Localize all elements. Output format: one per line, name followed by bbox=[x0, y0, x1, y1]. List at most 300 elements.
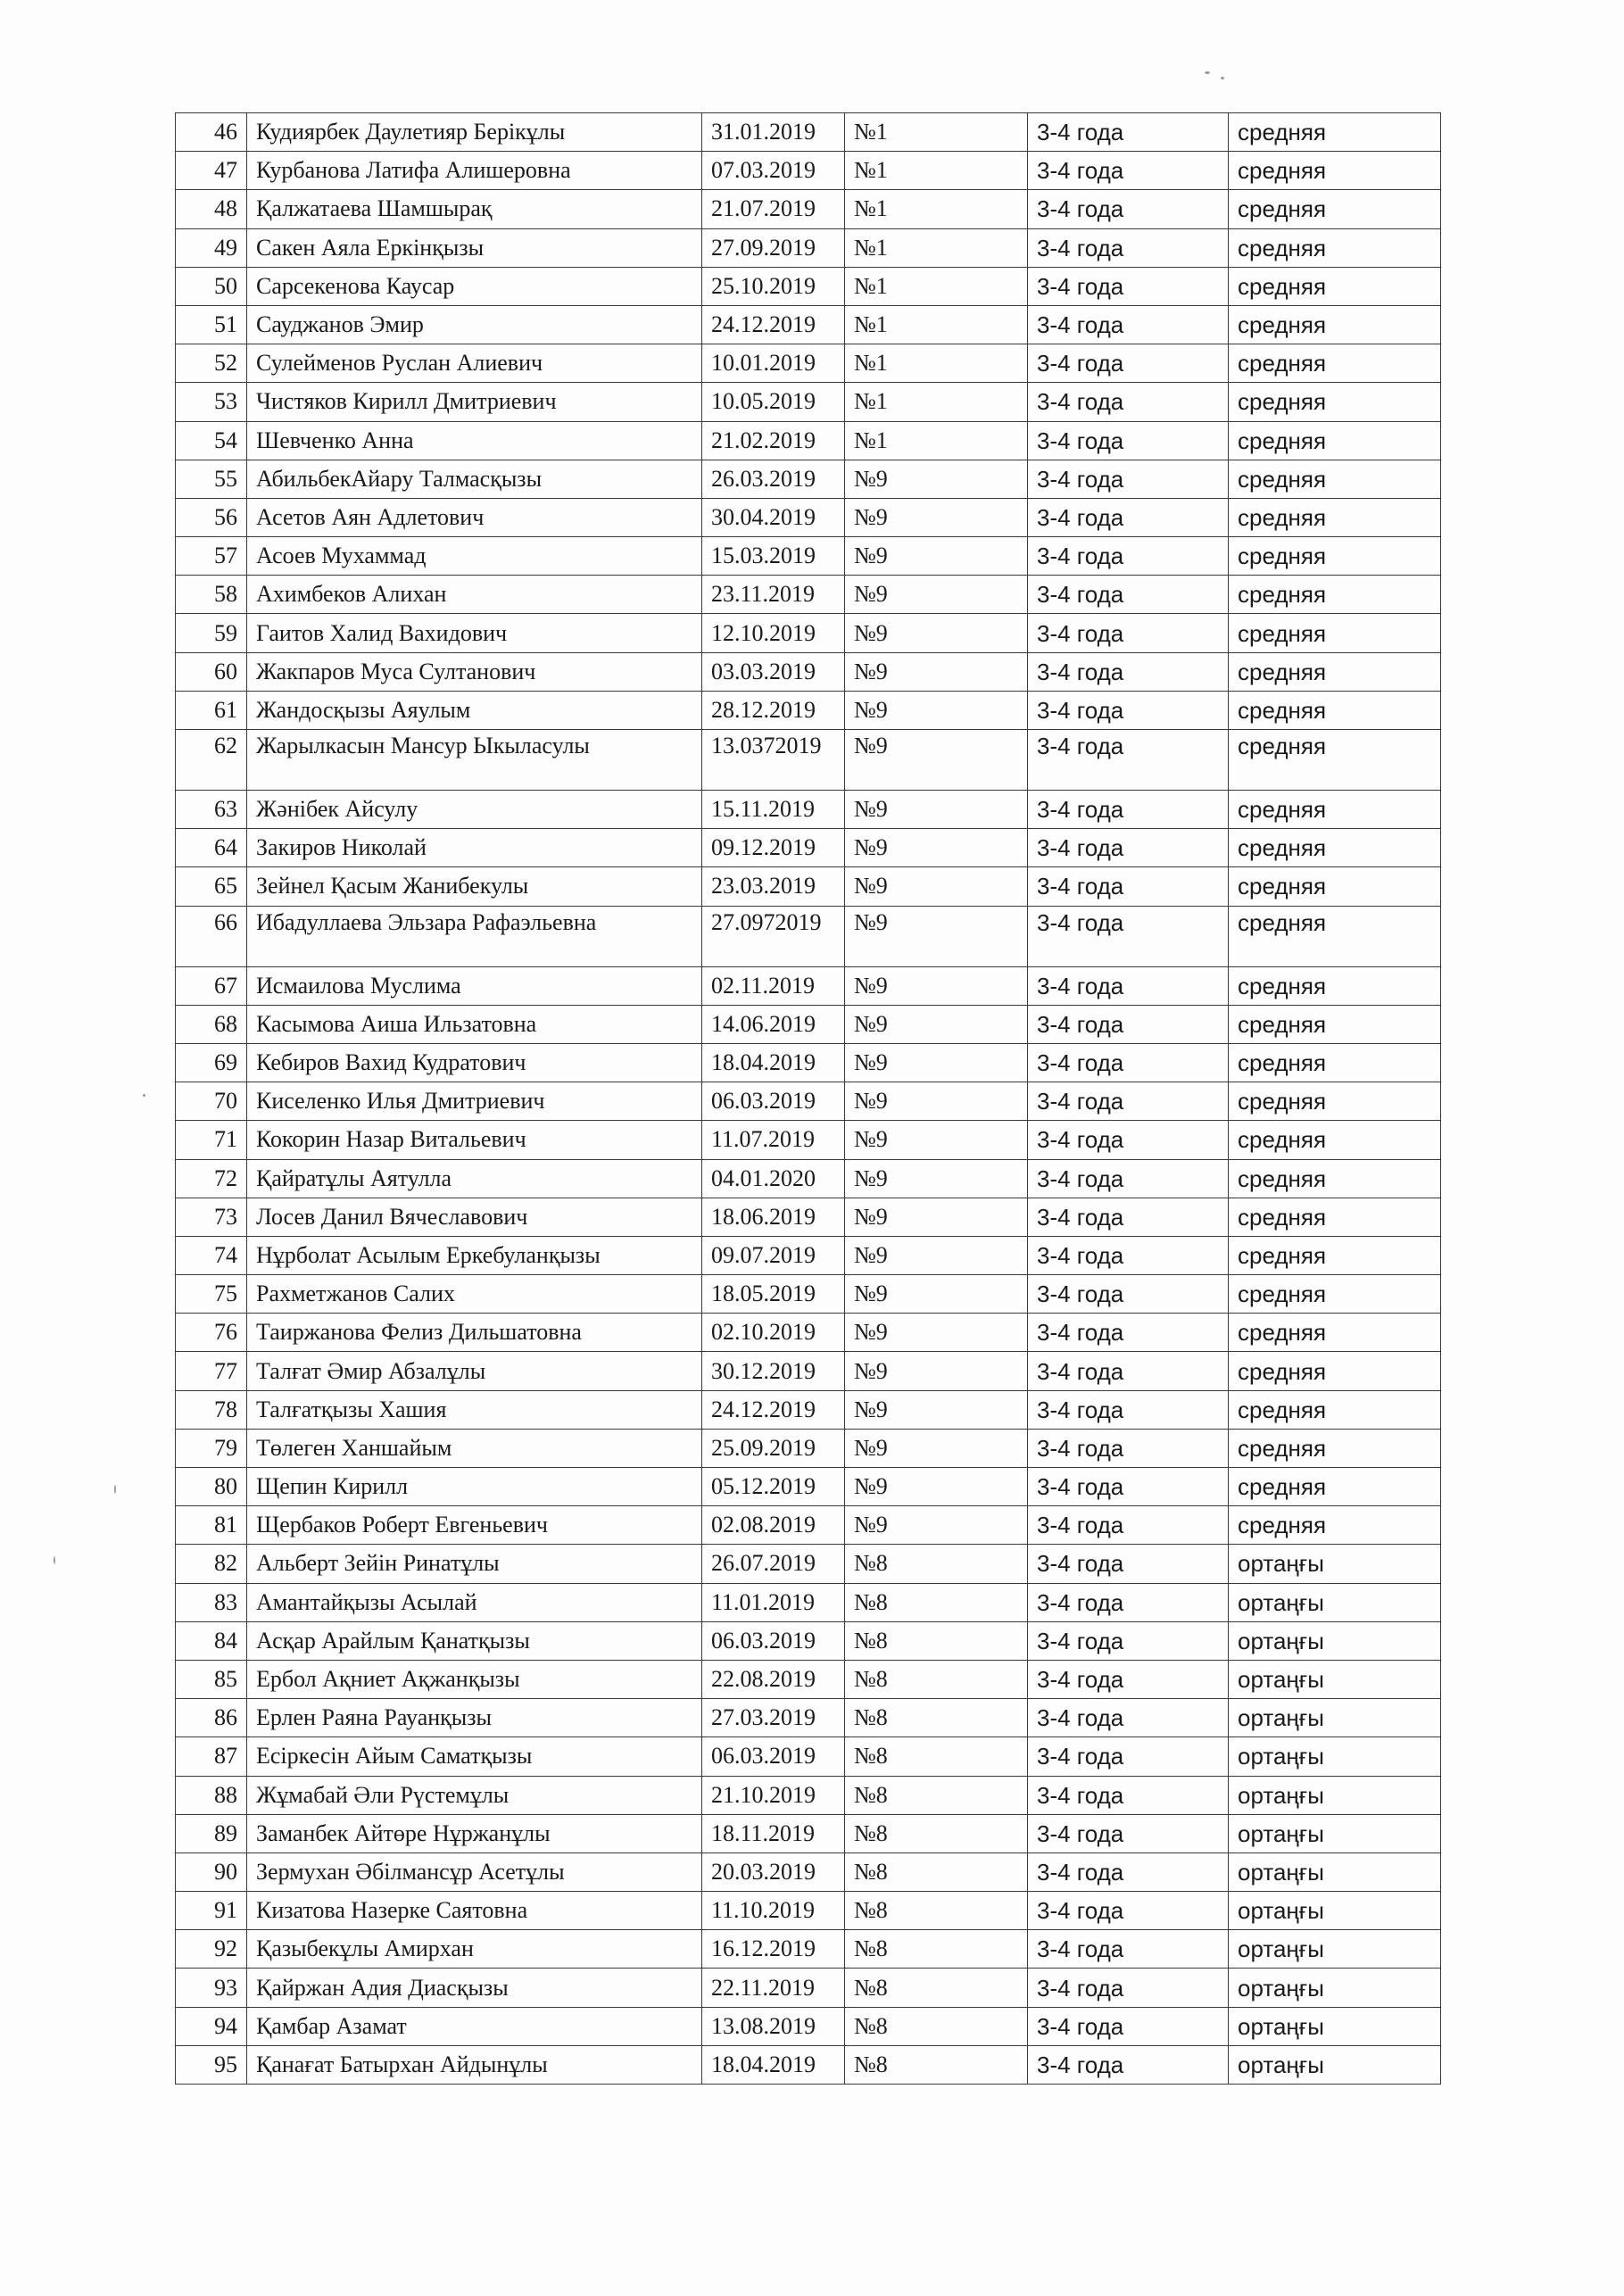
row-number-cell: 53 bbox=[176, 383, 247, 421]
table-row bbox=[176, 1236, 1441, 1274]
birth-date-cell: 09.12.2019 bbox=[702, 829, 845, 867]
birth-date-cell: 12.10.2019 bbox=[702, 614, 845, 652]
child-name-cell: Чистяков Кирилл Дмитриевич bbox=[247, 383, 702, 421]
scan-speck bbox=[54, 1556, 55, 1564]
table-row bbox=[176, 1892, 1441, 1930]
child-name-cell: Касымова Аиша Ильзатовна bbox=[247, 1005, 702, 1043]
group-level-cell: ортаңғы bbox=[1229, 2045, 1441, 2084]
table-row bbox=[176, 537, 1441, 576]
group-number-cell: №9 bbox=[845, 730, 1028, 791]
scan-speck bbox=[1205, 71, 1210, 74]
group-number-cell: №1 bbox=[845, 267, 1028, 305]
group-number-cell: №8 bbox=[845, 1969, 1028, 2007]
birth-date-cell: 11.07.2019 bbox=[702, 1121, 845, 1159]
group-level-cell: средняя bbox=[1229, 1275, 1441, 1314]
group-level-cell: средняя bbox=[1229, 498, 1441, 536]
table-row bbox=[176, 652, 1441, 691]
birth-date-cell: 13.0372019 bbox=[702, 730, 845, 791]
row-number-cell: 51 bbox=[176, 305, 247, 344]
birth-date-cell: 18.11.2019 bbox=[702, 1814, 845, 1853]
table-row bbox=[176, 906, 1441, 966]
group-number-cell: №9 bbox=[845, 652, 1028, 691]
table-row bbox=[176, 867, 1441, 906]
birth-date-cell: 05.12.2019 bbox=[702, 1468, 845, 1506]
group-number-cell: №9 bbox=[845, 614, 1028, 652]
table-row bbox=[176, 1969, 1441, 2007]
group-number-cell: №1 bbox=[845, 228, 1028, 267]
group-number-cell: №1 bbox=[845, 305, 1028, 344]
child-name-cell: Кудиярбек Даулетияр Берікұлы bbox=[247, 113, 702, 152]
row-number-cell: 46 bbox=[176, 113, 247, 152]
age-range-cell: 3-4 года bbox=[1028, 537, 1229, 576]
age-range-cell: 3-4 года bbox=[1028, 1198, 1229, 1236]
group-number-cell: №9 bbox=[845, 1198, 1028, 1236]
birth-date-cell: 30.12.2019 bbox=[702, 1352, 845, 1390]
birth-date-cell: 02.11.2019 bbox=[702, 966, 845, 1005]
row-number-cell: 58 bbox=[176, 576, 247, 614]
birth-date-cell: 03.03.2019 bbox=[702, 652, 845, 691]
group-number-cell: №8 bbox=[845, 1621, 1028, 1660]
group-number-cell: №9 bbox=[845, 691, 1028, 729]
group-number-cell: №9 bbox=[845, 1005, 1028, 1043]
row-number-cell: 56 bbox=[176, 498, 247, 536]
group-number-cell: №1 bbox=[845, 421, 1028, 460]
row-number-cell: 59 bbox=[176, 614, 247, 652]
age-range-cell: 3-4 года bbox=[1028, 267, 1229, 305]
group-level-cell: средняя bbox=[1229, 1429, 1441, 1467]
group-level-cell: средняя bbox=[1229, 1005, 1441, 1043]
group-level-cell: средняя bbox=[1229, 691, 1441, 729]
row-number-cell: 81 bbox=[176, 1506, 247, 1545]
group-number-cell: №9 bbox=[845, 1236, 1028, 1274]
group-level-cell: ортаңғы bbox=[1229, 1814, 1441, 1853]
group-level-cell: средняя bbox=[1229, 1082, 1441, 1121]
group-number-cell: №9 bbox=[845, 1159, 1028, 1198]
age-range-cell: 3-4 года bbox=[1028, 867, 1229, 906]
birth-date-cell: 15.03.2019 bbox=[702, 537, 845, 576]
table-row bbox=[176, 691, 1441, 729]
child-name-cell: Сакен Аяла Еркінқызы bbox=[247, 228, 702, 267]
group-level-cell: средняя bbox=[1229, 1236, 1441, 1274]
age-range-cell: 3-4 года bbox=[1028, 460, 1229, 498]
birth-date-cell: 21.07.2019 bbox=[702, 190, 845, 228]
age-range-cell: 3-4 года bbox=[1028, 691, 1229, 729]
child-name-cell: Жұмабай Әли Рүстемұлы bbox=[247, 1776, 702, 1814]
group-number-cell: №9 bbox=[845, 576, 1028, 614]
birth-date-cell: 18.04.2019 bbox=[702, 1043, 845, 1082]
group-number-cell: №9 bbox=[845, 460, 1028, 498]
group-number-cell: №1 bbox=[845, 152, 1028, 190]
group-level-cell: средняя bbox=[1229, 1468, 1441, 1506]
group-number-cell: №9 bbox=[845, 1082, 1028, 1121]
group-number-cell: №9 bbox=[845, 1506, 1028, 1545]
scan-speck bbox=[143, 1094, 145, 1097]
birth-date-cell: 18.04.2019 bbox=[702, 2045, 845, 2084]
group-level-cell: средняя bbox=[1229, 305, 1441, 344]
child-name-cell: АбильбекАйару Талмасқызы bbox=[247, 460, 702, 498]
row-number-cell: 68 bbox=[176, 1005, 247, 1043]
age-range-cell: 3-4 года bbox=[1028, 652, 1229, 691]
age-range-cell: 3-4 года bbox=[1028, 1814, 1229, 1853]
birth-date-cell: 26.03.2019 bbox=[702, 460, 845, 498]
birth-date-cell: 09.07.2019 bbox=[702, 1236, 845, 1274]
table-row bbox=[176, 1737, 1441, 1776]
child-name-cell: Ербол Ақниет Ақжанқызы bbox=[247, 1660, 702, 1698]
row-number-cell: 92 bbox=[176, 1930, 247, 1969]
row-number-cell: 79 bbox=[176, 1429, 247, 1467]
birth-date-cell: 27.09.2019 bbox=[702, 228, 845, 267]
table-row bbox=[176, 1159, 1441, 1198]
table-row bbox=[176, 1468, 1441, 1506]
age-range-cell: 3-4 года bbox=[1028, 791, 1229, 829]
child-name-cell: Қанағат Батырхан Айдынұлы bbox=[247, 2045, 702, 2084]
table-row bbox=[176, 1814, 1441, 1853]
age-range-cell: 3-4 года bbox=[1028, 906, 1229, 966]
child-name-cell: Есіркесін Айым Саматқызы bbox=[247, 1737, 702, 1776]
row-number-cell: 70 bbox=[176, 1082, 247, 1121]
row-number-cell: 94 bbox=[176, 2007, 247, 2045]
birth-date-cell: 07.03.2019 bbox=[702, 152, 845, 190]
child-name-cell: Талғат Әмир Абзалұлы bbox=[247, 1352, 702, 1390]
child-name-cell: Қайратұлы Аятулла bbox=[247, 1159, 702, 1198]
group-number-cell: №8 bbox=[845, 2045, 1028, 2084]
age-range-cell: 3-4 года bbox=[1028, 1468, 1229, 1506]
group-number-cell: №9 bbox=[845, 829, 1028, 867]
group-level-cell: средняя bbox=[1229, 1314, 1441, 1352]
group-number-cell: №1 bbox=[845, 190, 1028, 228]
group-number-cell: №8 bbox=[845, 1814, 1028, 1853]
group-level-cell: средняя bbox=[1229, 730, 1441, 791]
age-range-cell: 3-4 года bbox=[1028, 1236, 1229, 1274]
row-number-cell: 57 bbox=[176, 537, 247, 576]
table-row bbox=[176, 791, 1441, 829]
row-number-cell: 73 bbox=[176, 1198, 247, 1236]
birth-date-cell: 28.12.2019 bbox=[702, 691, 845, 729]
birth-date-cell: 14.06.2019 bbox=[702, 1005, 845, 1043]
group-level-cell: средняя bbox=[1229, 829, 1441, 867]
group-number-cell: №9 bbox=[845, 498, 1028, 536]
table-row bbox=[176, 1390, 1441, 1429]
group-level-cell: средняя bbox=[1229, 906, 1441, 966]
table-row bbox=[176, 1005, 1441, 1043]
group-number-cell: №8 bbox=[845, 1545, 1028, 1583]
child-name-cell: Таиржанова Фелиз Дильшатовна bbox=[247, 1314, 702, 1352]
age-range-cell: 3-4 года bbox=[1028, 1390, 1229, 1429]
age-range-cell: 3-4 года bbox=[1028, 1314, 1229, 1352]
row-number-cell: 65 bbox=[176, 867, 247, 906]
birth-date-cell: 16.12.2019 bbox=[702, 1930, 845, 1969]
group-level-cell: ортаңғы bbox=[1229, 1583, 1441, 1621]
birth-date-cell: 31.01.2019 bbox=[702, 113, 845, 152]
age-range-cell: 3-4 года bbox=[1028, 1583, 1229, 1621]
row-number-cell: 90 bbox=[176, 1853, 247, 1891]
row-number-cell: 72 bbox=[176, 1159, 247, 1198]
birth-date-cell: 27.03.2019 bbox=[702, 1699, 845, 1737]
row-number-cell: 66 bbox=[176, 906, 247, 966]
age-range-cell: 3-4 года bbox=[1028, 1660, 1229, 1698]
table-row bbox=[176, 1621, 1441, 1660]
birth-date-cell: 22.08.2019 bbox=[702, 1660, 845, 1698]
child-name-cell: Альберт Зейін Ринатұлы bbox=[247, 1545, 702, 1583]
table-row bbox=[176, 1121, 1441, 1159]
age-range-cell: 3-4 года bbox=[1028, 152, 1229, 190]
group-level-cell: ортаңғы bbox=[1229, 1699, 1441, 1737]
group-level-cell: средняя bbox=[1229, 537, 1441, 576]
row-number-cell: 47 bbox=[176, 152, 247, 190]
row-number-cell: 93 bbox=[176, 1969, 247, 2007]
child-name-cell: Жарылкасын Мансур Ыкыласулы bbox=[247, 730, 702, 791]
group-number-cell: №9 bbox=[845, 1390, 1028, 1429]
birth-date-cell: 02.08.2019 bbox=[702, 1506, 845, 1545]
table-row bbox=[176, 730, 1441, 791]
group-number-cell: №9 bbox=[845, 537, 1028, 576]
group-number-cell: №8 bbox=[845, 1892, 1028, 1930]
group-number-cell: №8 bbox=[845, 1699, 1028, 1737]
row-number-cell: 48 bbox=[176, 190, 247, 228]
group-level-cell: средняя bbox=[1229, 190, 1441, 228]
birth-date-cell: 20.03.2019 bbox=[702, 1853, 845, 1891]
group-number-cell: №8 bbox=[845, 1853, 1028, 1891]
roster-body bbox=[176, 113, 1441, 2085]
table-row bbox=[176, 267, 1441, 305]
birth-date-cell: 21.10.2019 bbox=[702, 1776, 845, 1814]
children-roster-table bbox=[175, 112, 1441, 2085]
age-range-cell: 3-4 года bbox=[1028, 1776, 1229, 1814]
age-range-cell: 3-4 года bbox=[1028, 829, 1229, 867]
group-number-cell: №9 bbox=[845, 906, 1028, 966]
age-range-cell: 3-4 года bbox=[1028, 1429, 1229, 1467]
row-number-cell: 95 bbox=[176, 2045, 247, 2084]
group-level-cell: средняя bbox=[1229, 966, 1441, 1005]
table-row bbox=[176, 576, 1441, 614]
table-row bbox=[176, 614, 1441, 652]
birth-date-cell: 25.10.2019 bbox=[702, 267, 845, 305]
birth-date-cell: 11.01.2019 bbox=[702, 1583, 845, 1621]
group-number-cell: №8 bbox=[845, 1930, 1028, 1969]
group-number-cell: №9 bbox=[845, 1314, 1028, 1352]
group-level-cell: средняя bbox=[1229, 267, 1441, 305]
group-number-cell: №9 bbox=[845, 791, 1028, 829]
row-number-cell: 60 bbox=[176, 652, 247, 691]
child-name-cell: Асқар Арайлым Қанатқызы bbox=[247, 1621, 702, 1660]
age-range-cell: 3-4 года bbox=[1028, 576, 1229, 614]
age-range-cell: 3-4 года bbox=[1028, 2045, 1229, 2084]
child-name-cell: Кебиров Вахид Кудратович bbox=[247, 1043, 702, 1082]
child-name-cell: Зермухан Әбілмансұр Асетұлы bbox=[247, 1853, 702, 1891]
birth-date-cell: 27.0972019 bbox=[702, 906, 845, 966]
group-number-cell: №8 bbox=[845, 2007, 1028, 2045]
row-number-cell: 67 bbox=[176, 966, 247, 1005]
child-name-cell: Закиров Николай bbox=[247, 829, 702, 867]
row-number-cell: 64 bbox=[176, 829, 247, 867]
child-name-cell: Гаитов Халид Вахидович bbox=[247, 614, 702, 652]
birth-date-cell: 10.01.2019 bbox=[702, 344, 845, 383]
child-name-cell: Ахимбеков Алихан bbox=[247, 576, 702, 614]
table-row bbox=[176, 1853, 1441, 1891]
group-number-cell: №1 bbox=[845, 344, 1028, 383]
row-number-cell: 76 bbox=[176, 1314, 247, 1352]
row-number-cell: 55 bbox=[176, 460, 247, 498]
child-name-cell: Зейнел Қасым Жанибекулы bbox=[247, 867, 702, 906]
birth-date-cell: 18.06.2019 bbox=[702, 1198, 845, 1236]
row-number-cell: 77 bbox=[176, 1352, 247, 1390]
table-row bbox=[176, 829, 1441, 867]
group-level-cell: ортаңғы bbox=[1229, 1660, 1441, 1698]
table-row bbox=[176, 1660, 1441, 1698]
table-row bbox=[176, 1506, 1441, 1545]
age-range-cell: 3-4 года bbox=[1028, 1737, 1229, 1776]
group-level-cell: средняя bbox=[1229, 1352, 1441, 1390]
child-name-cell: Сарсекенова Каусар bbox=[247, 267, 702, 305]
child-name-cell: Талғатқызы Хашия bbox=[247, 1390, 702, 1429]
group-level-cell: ортаңғы bbox=[1229, 2007, 1441, 2045]
birth-date-cell: 23.03.2019 bbox=[702, 867, 845, 906]
group-number-cell: №1 bbox=[845, 113, 1028, 152]
row-number-cell: 82 bbox=[176, 1545, 247, 1583]
table-row bbox=[176, 1352, 1441, 1390]
age-range-cell: 3-4 года bbox=[1028, 1082, 1229, 1121]
group-level-cell: средняя bbox=[1229, 383, 1441, 421]
group-level-cell: средняя bbox=[1229, 460, 1441, 498]
row-number-cell: 78 bbox=[176, 1390, 247, 1429]
table-row bbox=[176, 383, 1441, 421]
birth-date-cell: 22.11.2019 bbox=[702, 1969, 845, 2007]
table-row bbox=[176, 305, 1441, 344]
age-range-cell: 3-4 года bbox=[1028, 1121, 1229, 1159]
child-name-cell: Асетов Аян Адлетович bbox=[247, 498, 702, 536]
age-range-cell: 3-4 года bbox=[1028, 966, 1229, 1005]
age-range-cell: 3-4 года bbox=[1028, 1930, 1229, 1969]
group-level-cell: ортаңғы bbox=[1229, 1930, 1441, 1969]
group-level-cell: средняя bbox=[1229, 614, 1441, 652]
group-level-cell: средняя bbox=[1229, 113, 1441, 152]
group-level-cell: средняя bbox=[1229, 1390, 1441, 1429]
table-row bbox=[176, 1699, 1441, 1737]
child-name-cell: Ерлен Раяна Рауанқызы bbox=[247, 1699, 702, 1737]
age-range-cell: 3-4 года bbox=[1028, 1275, 1229, 1314]
child-name-cell: Шевченко Анна bbox=[247, 421, 702, 460]
row-number-cell: 62 bbox=[176, 730, 247, 791]
table-row bbox=[176, 498, 1441, 536]
age-range-cell: 3-4 года bbox=[1028, 113, 1229, 152]
row-number-cell: 50 bbox=[176, 267, 247, 305]
group-level-cell: средняя bbox=[1229, 791, 1441, 829]
age-range-cell: 3-4 года bbox=[1028, 1621, 1229, 1660]
table-row bbox=[176, 1583, 1441, 1621]
age-range-cell: 3-4 года bbox=[1028, 344, 1229, 383]
birth-date-cell: 30.04.2019 bbox=[702, 498, 845, 536]
row-number-cell: 52 bbox=[176, 344, 247, 383]
child-name-cell: Жәнібек Айсулу bbox=[247, 791, 702, 829]
row-number-cell: 89 bbox=[176, 1814, 247, 1853]
group-number-cell: №9 bbox=[845, 1275, 1028, 1314]
age-range-cell: 3-4 года bbox=[1028, 1005, 1229, 1043]
group-level-cell: ортаңғы bbox=[1229, 1776, 1441, 1814]
table-row bbox=[176, 1429, 1441, 1467]
child-name-cell: Кизатова Назерке Саятовна bbox=[247, 1892, 702, 1930]
group-number-cell: №8 bbox=[845, 1737, 1028, 1776]
age-range-cell: 3-4 года bbox=[1028, 1969, 1229, 2007]
row-number-cell: 86 bbox=[176, 1699, 247, 1737]
group-level-cell: средняя bbox=[1229, 421, 1441, 460]
child-name-cell: Ибадуллаева Эльзара Рафаэльевна bbox=[247, 906, 702, 966]
birth-date-cell: 26.07.2019 bbox=[702, 1545, 845, 1583]
age-range-cell: 3-4 года bbox=[1028, 228, 1229, 267]
table-row bbox=[176, 2007, 1441, 2045]
row-number-cell: 63 bbox=[176, 791, 247, 829]
group-level-cell: ортаңғы bbox=[1229, 1969, 1441, 2007]
group-level-cell: ортаңғы bbox=[1229, 1621, 1441, 1660]
child-name-cell: Щепин Кирилл bbox=[247, 1468, 702, 1506]
group-number-cell: №9 bbox=[845, 966, 1028, 1005]
age-range-cell: 3-4 года bbox=[1028, 421, 1229, 460]
group-number-cell: №9 bbox=[845, 1121, 1028, 1159]
birth-date-cell: 06.03.2019 bbox=[702, 1082, 845, 1121]
group-number-cell: №8 bbox=[845, 1776, 1028, 1814]
table-row bbox=[176, 1198, 1441, 1236]
child-name-cell: Сулейменов Руслан Алиевич bbox=[247, 344, 702, 383]
table-row bbox=[176, 421, 1441, 460]
child-name-cell: Қамбар Азамат bbox=[247, 2007, 702, 2045]
birth-date-cell: 25.09.2019 bbox=[702, 1429, 845, 1467]
group-level-cell: средняя bbox=[1229, 867, 1441, 906]
child-name-cell: Асоев Мухаммад bbox=[247, 537, 702, 576]
group-level-cell: средняя bbox=[1229, 652, 1441, 691]
age-range-cell: 3-4 года bbox=[1028, 1043, 1229, 1082]
birth-date-cell: 21.02.2019 bbox=[702, 421, 845, 460]
age-range-cell: 3-4 года bbox=[1028, 1545, 1229, 1583]
table-row bbox=[176, 966, 1441, 1005]
group-level-cell: ортаңғы bbox=[1229, 1853, 1441, 1891]
row-number-cell: 69 bbox=[176, 1043, 247, 1082]
row-number-cell: 83 bbox=[176, 1583, 247, 1621]
group-number-cell: №9 bbox=[845, 867, 1028, 906]
row-number-cell: 54 bbox=[176, 421, 247, 460]
table-row bbox=[176, 1043, 1441, 1082]
birth-date-cell: 13.08.2019 bbox=[702, 2007, 845, 2045]
row-number-cell: 91 bbox=[176, 1892, 247, 1930]
table-row bbox=[176, 1930, 1441, 1969]
row-number-cell: 88 bbox=[176, 1776, 247, 1814]
row-number-cell: 74 bbox=[176, 1236, 247, 1274]
birth-date-cell: 06.03.2019 bbox=[702, 1737, 845, 1776]
child-name-cell: Заманбек Айтөре Нұржанұлы bbox=[247, 1814, 702, 1853]
child-name-cell: Лосев Данил Вячеславович bbox=[247, 1198, 702, 1236]
row-number-cell: 61 bbox=[176, 691, 247, 729]
birth-date-cell: 04.01.2020 bbox=[702, 1159, 845, 1198]
birth-date-cell: 10.05.2019 bbox=[702, 383, 845, 421]
child-name-cell: Амантайқызы Асылай bbox=[247, 1583, 702, 1621]
group-level-cell: средняя bbox=[1229, 1159, 1441, 1198]
group-number-cell: №8 bbox=[845, 1583, 1028, 1621]
table-row bbox=[176, 190, 1441, 228]
child-name-cell: Қайржан Адия Диасқызы bbox=[247, 1969, 702, 2007]
age-range-cell: 3-4 года bbox=[1028, 383, 1229, 421]
table-row bbox=[176, 1082, 1441, 1121]
group-level-cell: ортаңғы bbox=[1229, 1545, 1441, 1583]
group-number-cell: №8 bbox=[845, 1660, 1028, 1698]
child-name-cell: Қазыбекұлы Амирхан bbox=[247, 1930, 702, 1969]
row-number-cell: 75 bbox=[176, 1275, 247, 1314]
group-number-cell: №9 bbox=[845, 1429, 1028, 1467]
table-row bbox=[176, 2045, 1441, 2084]
age-range-cell: 3-4 года bbox=[1028, 498, 1229, 536]
group-number-cell: №9 bbox=[845, 1043, 1028, 1082]
child-name-cell: Қалжатаева Шамшырақ bbox=[247, 190, 702, 228]
child-name-cell: Рахметжанов Салих bbox=[247, 1275, 702, 1314]
table-row bbox=[176, 1275, 1441, 1314]
child-name-cell: Жандосқызы Аяулым bbox=[247, 691, 702, 729]
